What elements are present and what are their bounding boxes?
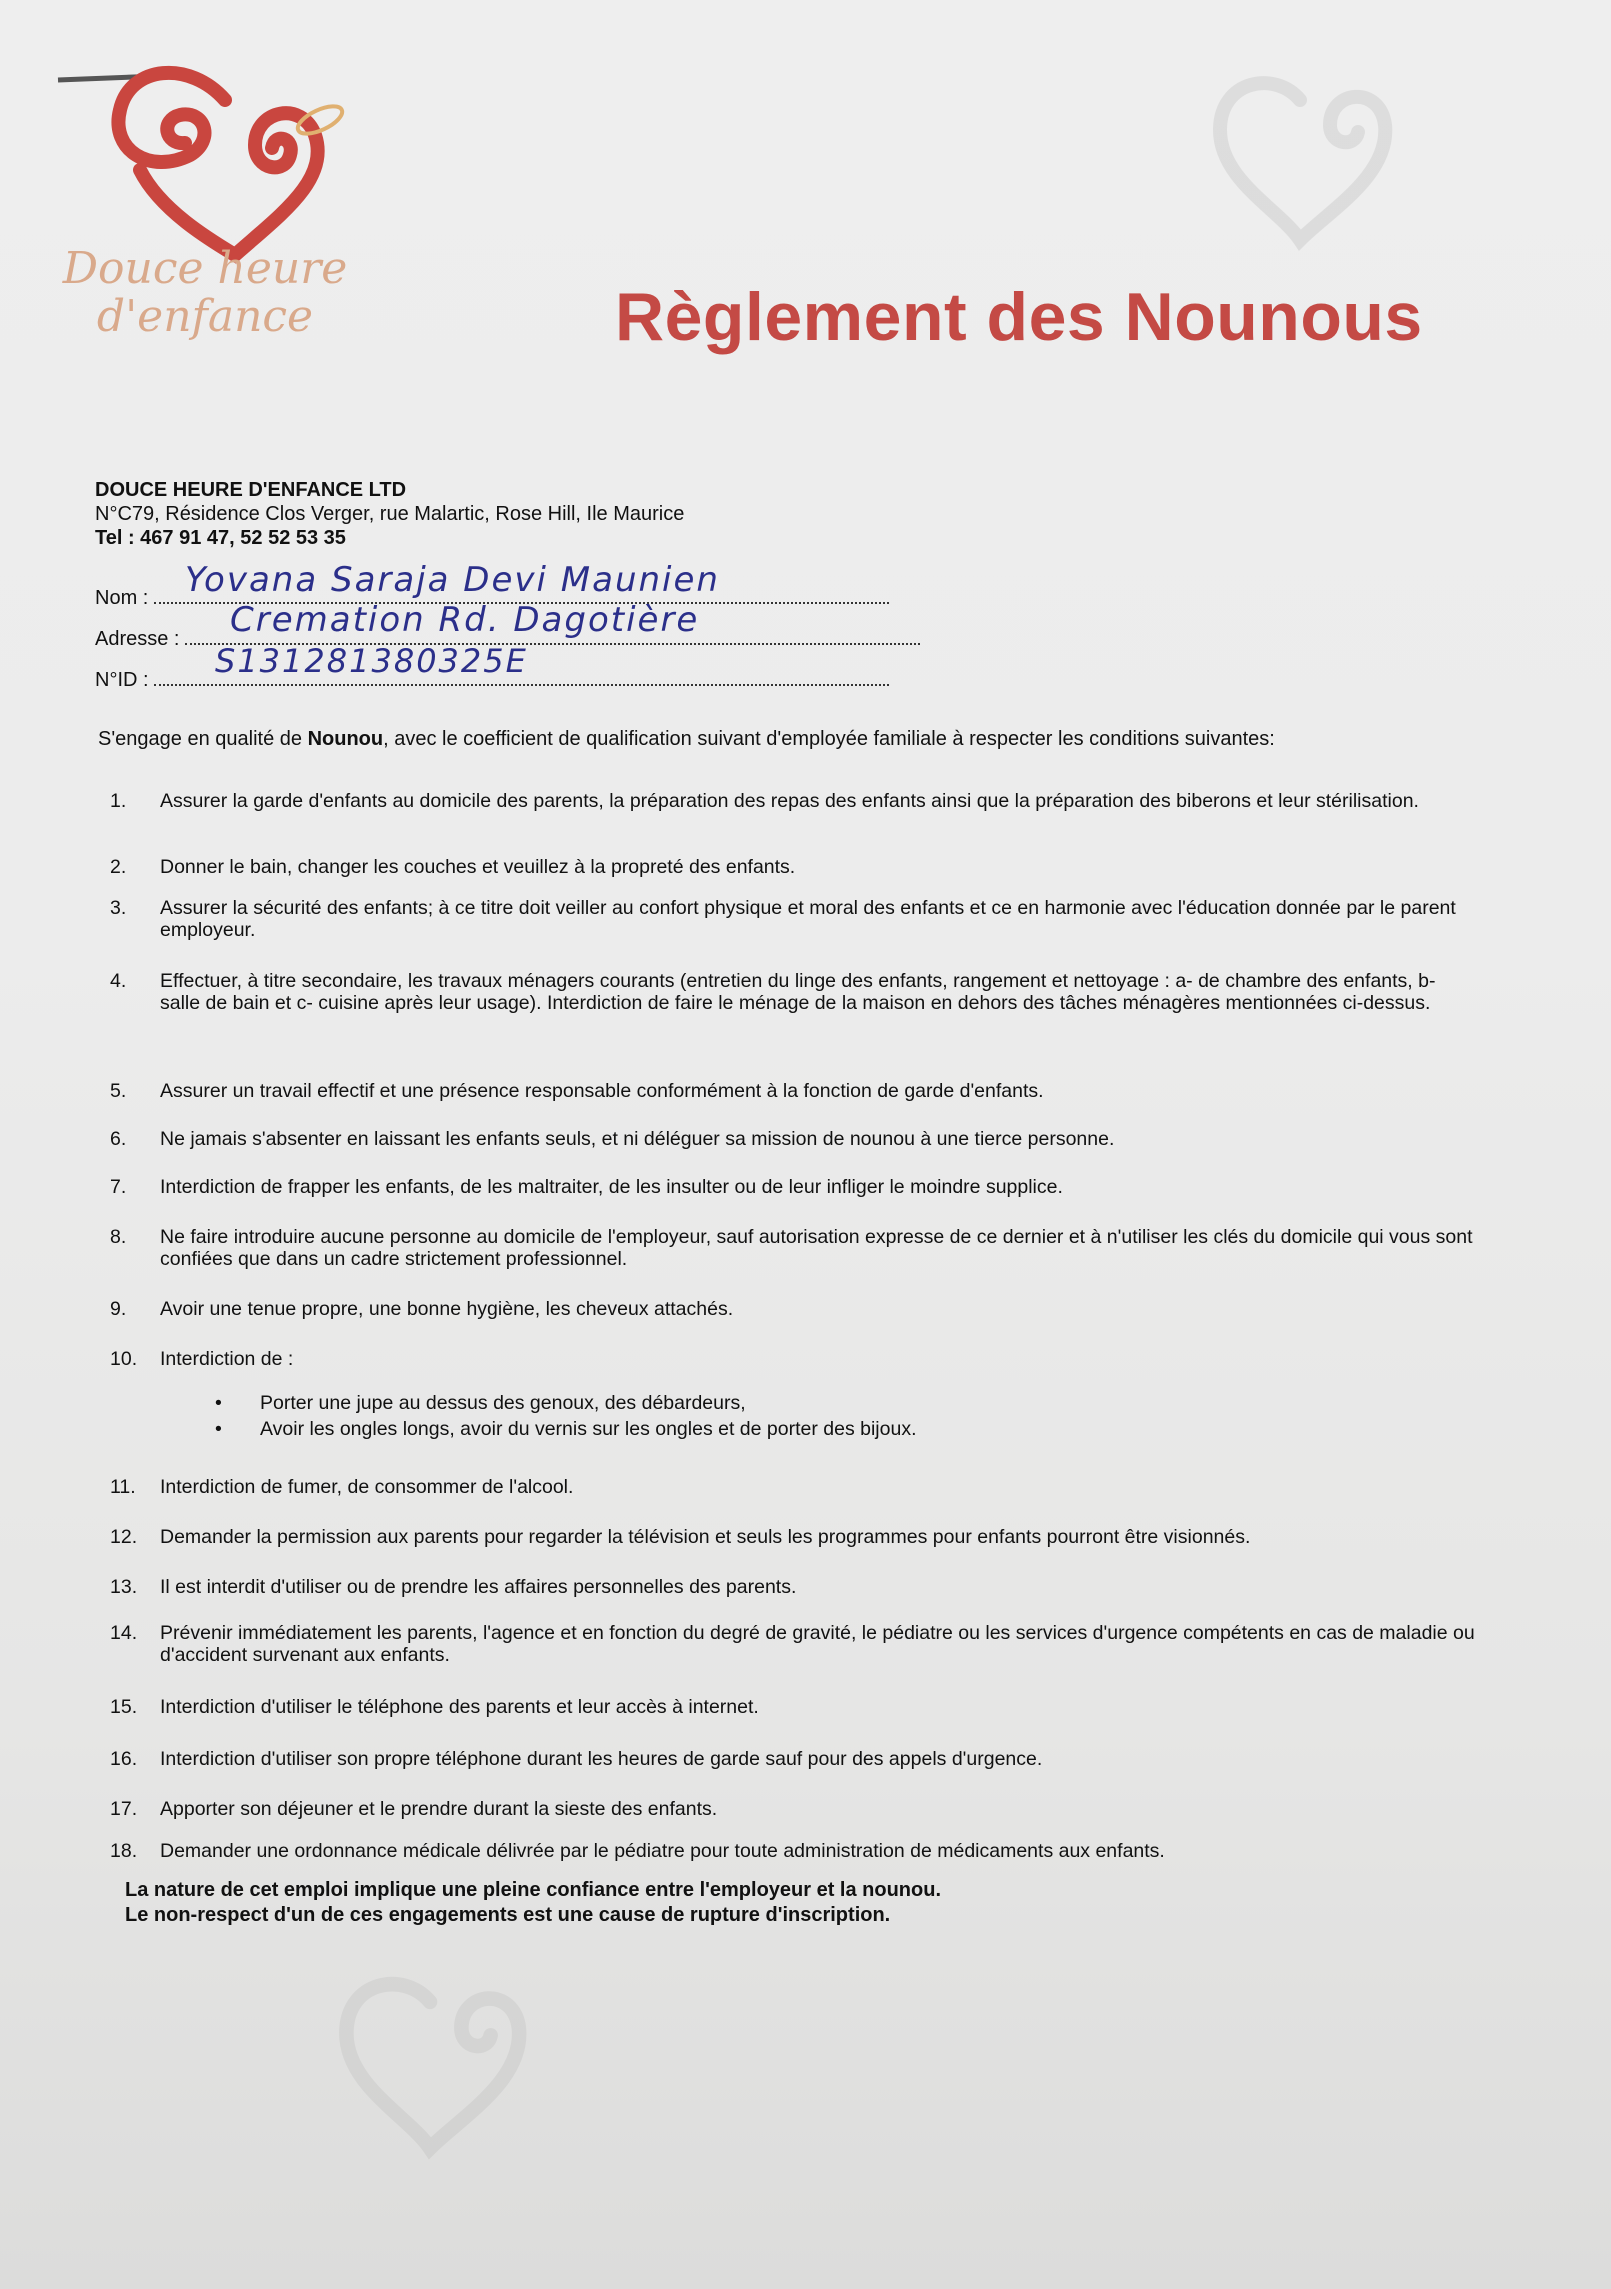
rule-text: Prévenir immédiatement les parents, l'agence et en fonction du degré de gravité, le pédiatre ou les services d'urgence compétents en cas de maladie ou d'accident survenant aux enfants. [160, 1622, 1475, 1666]
closing-line-2: Le non-respect d'un de ces engagements est une cause de rupture d'inscription. [125, 1904, 891, 1926]
rule-number: 17. [110, 1798, 138, 1820]
logo-text-line1: Douce heure [62, 243, 348, 294]
rule-text: Avoir une tenue propre, une bonne hygiène, les cheveux attachés. [160, 1298, 734, 1320]
rule-number: 16. [110, 1748, 138, 1770]
rule-number: 6. [110, 1128, 127, 1150]
rule-number: 8. [110, 1226, 127, 1248]
rule-number: 12. [110, 1526, 138, 1548]
rule-number: 3. [110, 897, 127, 919]
company-phone: Tel : 467 91 47, 52 52 53 35 [95, 527, 346, 549]
bullet-item: • Avoir les ongles longs, avoir du vernis sur les ongles et de porter des bijoux. [215, 1416, 1315, 1442]
rule-text: Interdiction de frapper les enfants, de les maltraiter, de les insulter ou de leur infliger le moindre supplice. [160, 1176, 1063, 1198]
watermark-logo-icon [1180, 60, 1420, 280]
id-label: N°ID : [95, 669, 149, 691]
intro-text-1: S'engage en qualité de [98, 728, 308, 750]
rule-number: 5. [110, 1080, 127, 1102]
company-name: DOUCE HEURE D'ENFANCE LTD [95, 479, 407, 501]
logo-text-line2: d'enfance [96, 291, 314, 342]
closing-statement [125, 1878, 941, 1928]
company-address: N°C79, Résidence Clos Verger, rue Malartic, Rose Hill, Ile Maurice [95, 503, 685, 525]
rule-text: Demander une ordonnance médicale délivrée par le pédiatre pour toute administration de médicaments aux enfants. [160, 1840, 1165, 1862]
logo-heart-left [118, 73, 225, 162]
page-title: Règlement des Nounous [615, 279, 1423, 355]
rule-number: 10. [110, 1348, 138, 1370]
rule-text: Ne faire introduire aucune personne au domicile de l'employeur, sauf autorisation expresse de ce dernier et à n'utiliser les clés du domicile qui vous sont confiées que dans un cadre strictement professionnel. [160, 1226, 1473, 1270]
rule-number: 1. [110, 790, 127, 812]
watermark-logo-bottom-icon [300, 1960, 560, 2190]
rule-text: Assurer la garde d'enfants au domicile des parents, la préparation des repas des enfants ainsi que la préparation des biberons et leur stérilisation. [160, 790, 1419, 812]
rule-number: 15. [110, 1696, 138, 1718]
rule-text: Donner le bain, changer les couches et veuillez à la propreté des enfants. [160, 856, 796, 878]
rule-text: Assurer un travail effectif et une présence responsable conformément à la fonction de garde d'enfants. [160, 1080, 1044, 1102]
company-info [95, 478, 684, 550]
rule-text: Apporter son déjeuner et le prendre durant la sieste des enfants. [160, 1798, 718, 1820]
rule-text: Effectuer, à titre secondaire, les travaux ménagers courants (entretien du linge des enfants, rangement et nettoyage : a- de chambre des enfants, b- salle de bain et c- cuisine après leur usage). Interdiction de faire le ménage de la maison en dehors des tâches ménagères mentionnées ci-dessus. [160, 970, 1436, 1014]
adresse-label: Adresse : [95, 628, 180, 650]
intro-bold: Nounou [307, 728, 384, 750]
id-value: S131281380325E [215, 642, 528, 680]
nom-value: Yovana Saraja Devi Maunien [185, 560, 720, 600]
rule-number: 13. [110, 1576, 138, 1598]
adresse-value: Cremation Rd. Dagotière [230, 600, 700, 640]
rule-number: 9. [110, 1298, 127, 1320]
intro-text-2: , avec le coefficient de qualification suivant d'employée familiale à respecter les conditions suivantes: [383, 728, 1275, 750]
rule-text: Interdiction de : [160, 1348, 294, 1370]
rule-text: Il est interdit d'utiliser ou de prendre les affaires personnelles des parents. [160, 1576, 797, 1598]
rule-number: 4. [110, 970, 127, 992]
closing-line-1: La nature de cet emploi implique une pleine confiance entre l'employeur et la nounou. [125, 1879, 942, 1901]
rule-number: 11. [110, 1476, 136, 1498]
rule-number: 2. [110, 856, 127, 878]
rule-text: Demander la permission aux parents pour regarder la télévision et seuls les programmes pour enfants pourront être visionnés. [160, 1526, 1251, 1548]
rule-text: Ne jamais s'absenter en laissant les enfants seuls, et ni déléguer sa mission de nounou à une tierce personne. [160, 1128, 1115, 1150]
rule-text: Interdiction d'utiliser son propre téléphone durant les heures de garde sauf pour des appels d'urgence. [160, 1748, 1043, 1770]
rule-number: 7. [110, 1176, 127, 1198]
bullet-item: • Porter une jupe au dessus des genoux, des débardeurs, [215, 1390, 1315, 1416]
nom-label: Nom : [95, 587, 149, 609]
rule-number: 18. [110, 1840, 138, 1862]
rule-number: 14. [110, 1622, 138, 1644]
rule-text: Interdiction d'utiliser le téléphone des parents et leur accès à internet. [160, 1696, 759, 1718]
rule-10-bullets [215, 1390, 1315, 1442]
logo-text [40, 245, 370, 341]
intro-paragraph [98, 728, 1478, 751]
rule-text: Assurer la sécurité des enfants; à ce titre doit veiller au confort physique et moral des enfants et ce en harmonie avec l'éducation donnée par le parent employeur. [160, 897, 1456, 941]
rule-text: Interdiction de fumer, de consommer de l'alcool. [160, 1476, 574, 1498]
